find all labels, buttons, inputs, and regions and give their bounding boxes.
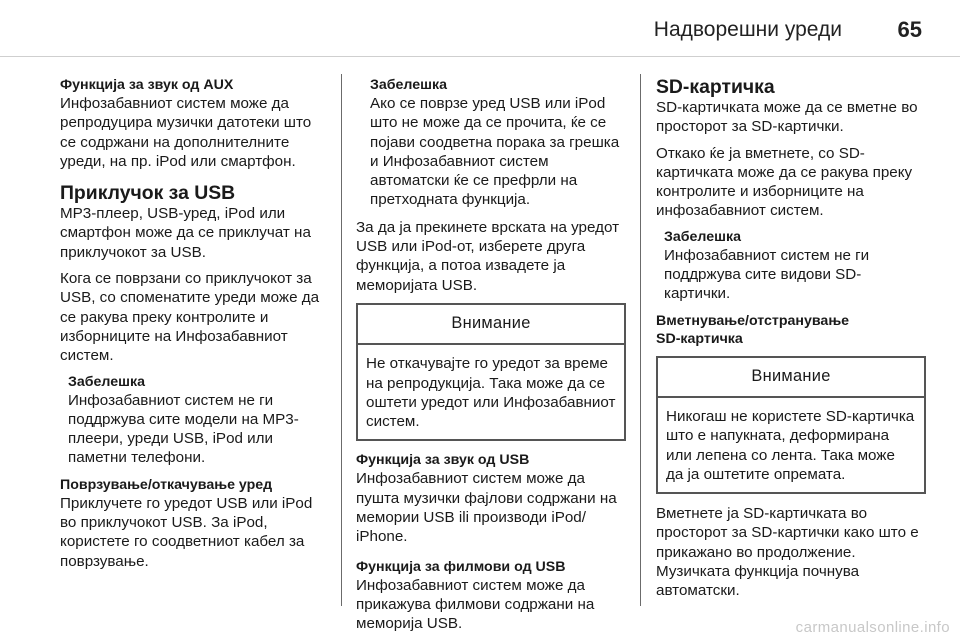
header-divider bbox=[0, 56, 960, 57]
column-divider-2 bbox=[640, 74, 641, 606]
paragraph: Инфозабавниот систем може да пушта музички фајлови содржани на мемории USB ili производи iPod/ iPhone. bbox=[356, 470, 617, 546]
warning-text: Никогаш не користете SD-картичка што е напукната, деформирана или лепена со лента. Така може да ја оштетите опремата. bbox=[666, 407, 915, 483]
section-heading: Функција за звук од USB bbox=[356, 452, 530, 469]
paragraph: Инфозабавниот систем може да прикажува филмови содржани на меморија USB. bbox=[356, 576, 595, 633]
page-header bbox=[0, 0, 960, 58]
section-heading: Функција за филмови од USB bbox=[356, 558, 566, 575]
page-number: 65 bbox=[897, 17, 922, 42]
watermark: carmanualsonline.info bbox=[795, 619, 950, 636]
subsection-heading-line2: SD-картичка bbox=[656, 330, 743, 347]
paragraph: Приклучете го уредот USB или iPod во приклучокот USB. За iPod, користете го соодветниот кабел за поврзување. bbox=[60, 494, 313, 570]
warning-title: Внимание bbox=[658, 358, 924, 398]
note-title: Забелешка bbox=[68, 373, 145, 390]
note-title: Забелешка bbox=[370, 77, 447, 93]
note-block bbox=[68, 373, 328, 468]
note-text: Инфозабавниот систем не ги поддржува сите модели на MP3-плеери, уреди USB, iPod или паметни телефони. bbox=[68, 391, 299, 467]
section-heading: Функција за звук од AUX bbox=[60, 77, 234, 93]
note-block bbox=[664, 228, 926, 304]
note-block bbox=[370, 76, 626, 210]
section-heading: Поврзување/откачување уред bbox=[60, 476, 273, 493]
column-2 bbox=[356, 76, 626, 641]
warning-box bbox=[356, 303, 626, 441]
paragraph: Кога се поврзани со приклучокот за USB, со споменатите уреди може да се ракува преку контролите и изборниците на Инфозабавниот систем. bbox=[60, 270, 320, 365]
paragraph: Откако ќе ја вметнете, со SD-картичката може да се ракува преку контролите и изборниците на инфозабавниот систем. bbox=[656, 144, 913, 220]
paragraph: За да ја прекинете врската на уредот USB или iPod-от, изберете друга функција, а потоа извадете ја меморијата USB. bbox=[356, 218, 620, 294]
column-1 bbox=[60, 76, 328, 578]
subsection-heading bbox=[656, 312, 926, 348]
subsection-heading-line1: Вметнување/отстранување bbox=[656, 312, 850, 329]
note-title: Забелешка bbox=[664, 228, 741, 245]
warning-text: Не откачувајте го уредот за време на репродукција. Така може да се оштети уредот или Инфозабавниот систем. bbox=[366, 355, 616, 431]
paragraph: Инфозабавниот систем може да репродуцира музички датотеки што се содржани на дополнителните уреди, на пр. iPod или смартфон. bbox=[60, 95, 312, 170]
page-title: Надворешни уреди bbox=[653, 18, 842, 41]
paragraph: MP3-плеер, USB-уред, iPod или смартфон може да се приклучат на приклучокот за USB. bbox=[60, 205, 311, 261]
note-text: Ако се поврзе уред USB или iPod што не може да се прочита, ќе се појави соодветна порака за грешка и Инфозабавниот систем автоматски ќе се префрли на претходната функција. bbox=[370, 95, 620, 209]
column-divider-1 bbox=[341, 74, 342, 606]
section-heading: Приклучок за USB bbox=[60, 182, 236, 205]
section-heading: SD-картичка bbox=[656, 76, 775, 98]
paragraph: Вметнете ја SD-картичката во просторот за SD-картички како што е прикажано во продолжение. Музичката функција почнува автоматски. bbox=[656, 505, 919, 600]
warning-title: Внимание bbox=[358, 305, 624, 345]
column-3 bbox=[656, 76, 926, 608]
note-text: Инфозабавниот систем не ги поддржува сите видови SD-картички. bbox=[664, 246, 870, 303]
warning-box bbox=[656, 356, 926, 494]
paragraph: SD-картичката може да се вметне во просторот за SD-картички. bbox=[656, 99, 918, 136]
